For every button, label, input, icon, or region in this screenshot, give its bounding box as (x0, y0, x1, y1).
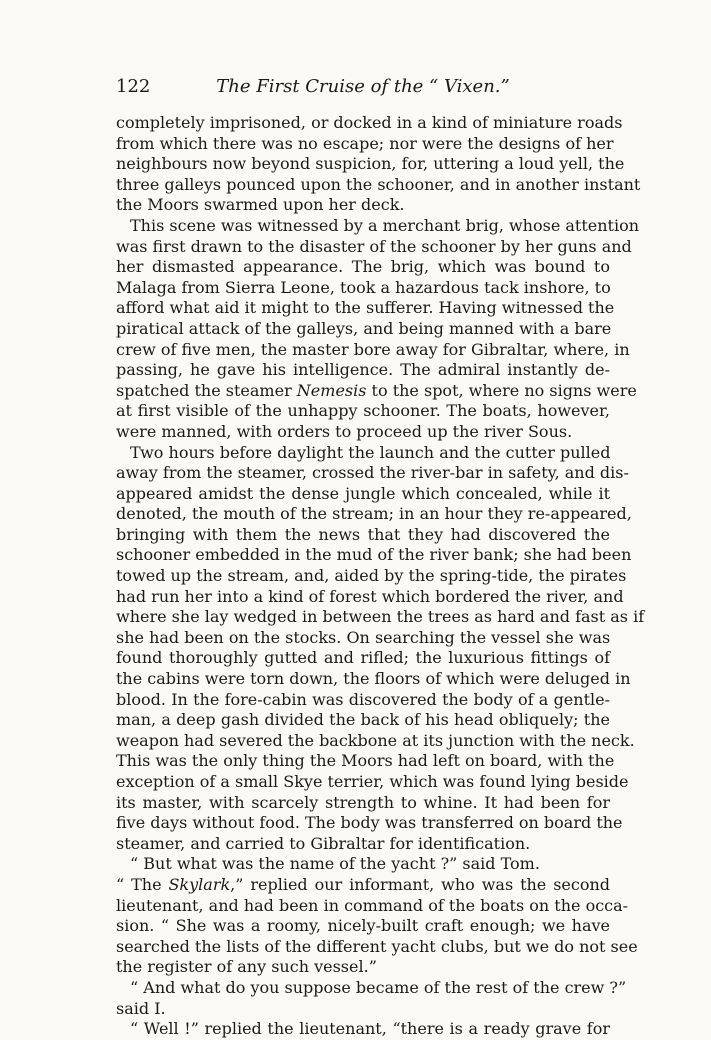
text-line: its master, with scarcely strength to whine. It had been for (116, 792, 610, 812)
text-line: steamer, and carried to Gibraltar for identification. (116, 833, 531, 853)
text-line: completely imprisoned, or docked in a kind of miniature roads (116, 113, 623, 132)
text-line: afford what aid it might to the sufferer. Having witnessed the (116, 298, 615, 318)
text-line: had run her into a kind of forest which bordered the river, and (116, 586, 624, 606)
text-line: Two hours before daylight the launch and the cutter pulled (130, 442, 611, 462)
text-line: passing, he gave his intelligence. The admiral instantly de- (116, 360, 610, 380)
text-line: appeared amidst the dense jungle which concealed, while it (116, 483, 610, 503)
text-line: her dismasted appearance. The brig, which was bound to (116, 257, 610, 277)
text-line: five days without food. The body was transferred on board the (116, 813, 623, 833)
text-line: This was the only thing the Moors had left on board, with the (116, 751, 615, 771)
body-text (116, 113, 645, 1040)
text-line: the register of any such vessel.” (116, 957, 377, 977)
text-line: crew of five men, the master bore away for Gibraltar, where, in (116, 339, 630, 359)
text-line: piratical attack of the galleys, and being manned with a bare (116, 318, 612, 338)
text-line: lieutenant, and had been in command of the boats on the occa- (116, 895, 629, 915)
italic-ship-name: Nemesis (296, 380, 367, 400)
text-line: “ Well !” replied the lieutenant, “there is a ready grave for (130, 1019, 610, 1039)
text-line: were manned, with orders to proceed up the river Sous. (116, 421, 573, 441)
text-line: weapon had severed the backbone at its junction with the neck. (116, 730, 635, 750)
page-number: 122 (116, 76, 151, 97)
text-line: was first drawn to the disaster of the schooner by her guns and (116, 236, 632, 256)
text-line: sion. “ She was a roomy, nicely-built craft enough; we have (116, 916, 610, 936)
text-line: This scene was witnessed by a merchant brig, whose attention (130, 215, 640, 235)
text-line: found thoroughly gutted and rifled; the luxurious fittings of (116, 648, 610, 668)
text-line: three galleys pounced upon the schooner, and in another instant (116, 174, 641, 194)
page-header (116, 76, 610, 102)
text-line: towed up the stream, and, aided by the spring-tide, the pirates (116, 566, 627, 586)
text-line: denoted, the mouth of the stream; in an hour they re-appeared, (116, 504, 632, 524)
italic-ship-name: Skylark (168, 874, 231, 894)
text-line: searched the lists of the different yacht clubs, but we do not see (116, 936, 638, 956)
text-line: exception of a small Skye terrier, which was found lying beside (116, 772, 629, 791)
text-line: “ But what was the name of the yacht ?” said Tom. (130, 854, 540, 874)
running-title: The First Cruise of the “ Vixen.” (216, 76, 510, 97)
text-line: man, a deep gash divided the back of his head obliquely; the (116, 710, 610, 730)
text-line: blood. In the fore-cabin was discovered the body of a gentle- (116, 689, 610, 709)
text-line: Malaga from Sierra Leone, took a hazardous tack inshore, to (116, 277, 611, 297)
text-line: said I. (116, 998, 166, 1018)
text-line: bringing with them the news that they had discovered the (116, 524, 610, 544)
text-line: “ The Skylark,” replied our informant, who was the second (116, 874, 611, 894)
text-line: she had been on the stocks. On searching the vessel she was (116, 627, 611, 647)
text-line: from which there was no escape; nor were the designs of her (116, 133, 614, 153)
text-line: schooner embedded in the mud of the river bank; she had been (116, 545, 632, 565)
text-line: the Moors swarmed upon her deck. (116, 195, 405, 215)
text-line: “ And what do you suppose became of the rest of the crew ?” (130, 977, 627, 997)
text-line: neighbours now beyond suspicion, for, uttering a loud yell, the (116, 154, 625, 174)
text-line: the cabins were torn down, the floors of which were deluged in (116, 669, 631, 689)
text-line: away from the steamer, crossed the river-bar in safety, and dis- (116, 463, 629, 483)
text-line: spatched the steamer Nemesis to the spot, where no signs were (116, 380, 637, 400)
text-line: at first visible of the unhappy schooner. The boats, however, (116, 401, 610, 421)
text-line: where she lay wedged in between the trees as hard and fast as if (116, 607, 645, 627)
